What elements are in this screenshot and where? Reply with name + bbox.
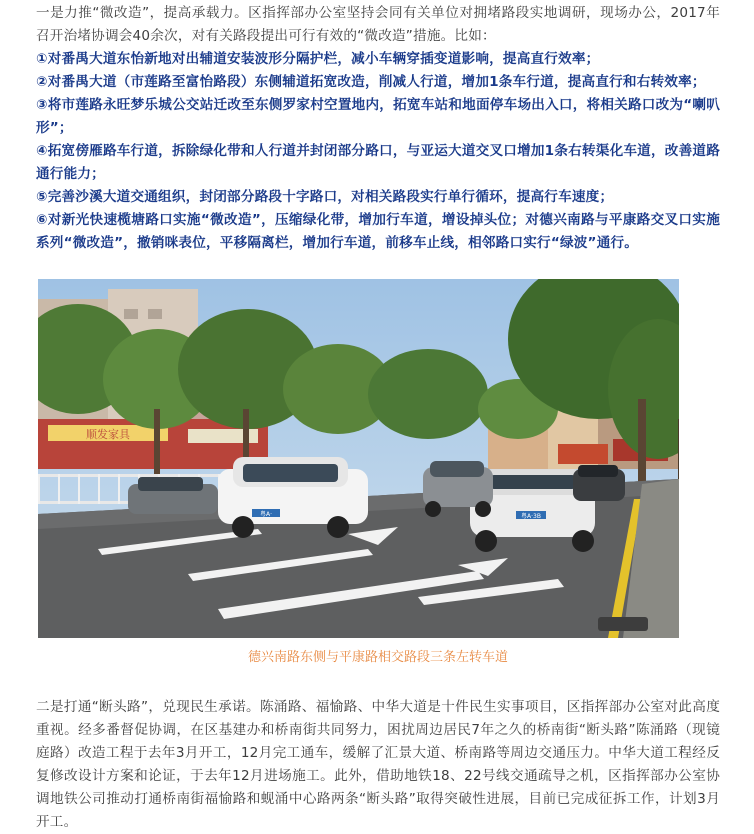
plate-right: 粤A·3B (521, 513, 541, 520)
article (36, 0, 720, 834)
measure-item: ④拓宽傍雁路车行道，拆除绿化带和人行道并封闭部分路口，与亚运大道交叉口增加1条右转渠化车道，改善道路通行能力； (36, 143, 720, 182)
shop-sign: 顺发家具 (86, 428, 130, 441)
measure-item: ⑥对新光快速榄塘路口实施“微改造”，压缩绿化带，增加行车道，增设掉头位；对德兴南路与平康路交叉口实施系列“微改造”，撤销咪表位，平移隔离栏，增加行车道，前移车止线，相邻路口实行“绿波”通行。 (36, 212, 720, 251)
intro-paragraph: 一是力推“微改造”，提高承载力。区指挥部办公室坚持会同有关单位对拥堵路段实地调研，现场办公，2017年召开治堵协调会40余次，对有关路段提出可行有效的“微改造”措施。比如： (36, 5, 720, 44)
measure-item: ①对番禺大道东怡新地对出辅道安装波形分隔护栏，减小车辆穿插变道影响，提高直行效率； (36, 51, 600, 67)
measure-item: ③将市莲路永旺梦乐城公交站迁改至东侧罗家村空置地内，拓宽车站和地面停车场出入口，将相关路口改为“喇叭形”； (36, 97, 720, 136)
dark-car (573, 465, 625, 501)
measure-item: ②对番禺大道（市莲路至富怡路段）东侧辅道拓宽改造，削减人行道，增加1条车行道，提高直行和右转效率； (36, 74, 706, 90)
photo-caption: 德兴南路东侧与平康路相交路段三条左转车道 (247, 650, 508, 665)
measure-item: ⑤完善沙溪大道交通组织，封闭部分路段十字路口，对相关路段实行单行循环，提高行车速度； (36, 189, 614, 205)
manhole-cover (598, 617, 648, 631)
street-photo (38, 279, 679, 638)
measures-list (36, 48, 720, 255)
second-paragraph: 二是打通“断头路”，兑现民生承诺。陈涌路、福愉路、中华大道是十件民生实事项目，区指挥部办公室对此高度重视。经多番督促协调，在区基建办和桥南街共同努力，困扰周边居民7年之久的桥南街“断头路”陈涌路（现镜庭路）改造工程于去年3月开工，12月完工通车，缓解了汇景大道、桥南路等周边交通压力。中华大道工程经反复修改设计方案和论证，于去年12月进场施工。此外，借助地铁18、22号线交通疏导之机，区指挥部办公室协调地铁公司推动打通桥南街福愉路和蚬涌中心路两条“断头路”取得突破性进展，目前已完成征拆工作，计划3月开工。 (36, 699, 720, 830)
plate-left: 粤A· (259, 511, 273, 518)
